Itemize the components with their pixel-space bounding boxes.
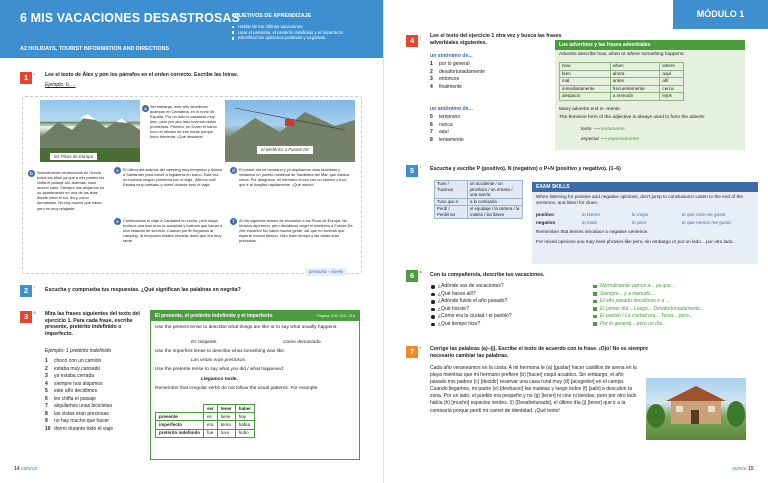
list-item: 6 les chifla el paisaje bbox=[45, 395, 96, 402]
exercise-3-list bbox=[45, 358, 150, 433]
list-item: 6 nunca bbox=[430, 121, 453, 128]
adverbs-title: Los adverbios y las frases adverbiales bbox=[555, 40, 745, 50]
listening-skill-icon: ◖ bbox=[418, 165, 423, 177]
adverb-rule-2: especial ⟶ especialmente bbox=[581, 137, 640, 142]
list-item: 2 estaba muy cansado bbox=[45, 365, 101, 372]
writing-skill-icon: ✎ bbox=[418, 346, 423, 358]
grammar-example: Es relajante. bbox=[191, 340, 218, 345]
exam-negative-word: lo malo bbox=[582, 220, 598, 225]
list-item: 5 este año decidimos bbox=[45, 388, 98, 394]
exercise-2-badge: 2 ◖ bbox=[20, 285, 32, 297]
list-item: ¿Qué hiciste? bbox=[430, 306, 580, 314]
paragraph-letter-b: b bbox=[28, 170, 35, 177]
list-item: 9 no hay mucho que hacer bbox=[45, 418, 110, 424]
reading-skill-icon: ≡ bbox=[32, 72, 37, 84]
exam-positive-word: lo que más me gustó bbox=[682, 212, 726, 217]
list-item: 1 chocó con un camión bbox=[45, 358, 102, 364]
exam-line-3: For mixed opinions you may hear phrases like pero, sin embargo or por un lado... por otro lado. bbox=[536, 239, 734, 244]
reading-skill-icon: ≡ bbox=[418, 35, 423, 47]
objective-item: Usar el presente, el pretérito indefinido y el imperfecto bbox=[232, 30, 377, 36]
adverbs-table: how when where bien ahora aquí mal antes allí inmediatamente frecuentemente cerca despacio a menudo lejos bbox=[559, 62, 684, 101]
adverb-rule-1: lento ⟶ lentamente bbox=[581, 127, 625, 132]
exam-skills-box bbox=[532, 182, 758, 264]
synonym-list bbox=[430, 61, 485, 91]
paragraph-a: Sin embargo, este año decidimos acampar en Cantabria, en el norte de España. Por un lado lo pasamos muy bien, pero por otro lado tuvimos varios problemas. Primero, en Dover el barco tuvo un retraso de tres horas porque hubo tormenta. ¡Qué desastre! bbox=[150, 104, 217, 140]
synonym-heading: un sinónimo de... bbox=[430, 53, 473, 59]
paragraph-letter-e: e bbox=[114, 218, 121, 225]
list-item: 5 temprano bbox=[430, 114, 461, 120]
paragraph-letter-a: a bbox=[142, 105, 149, 112]
exercise-5-instruction: Escucha y escribe P (positivo), N (negativo) o P+N (positivo y negativo). (1–6) bbox=[430, 166, 621, 172]
list-item: 8 las vistas eran preciosas bbox=[45, 410, 109, 417]
list-item: El primer día... Luego... Desafortunadamente... bbox=[592, 306, 752, 314]
antonym-heading: un antónimo de... bbox=[430, 106, 473, 112]
table-row: Perdí / Perdimos el equipaje / la cartera / la maleta / las llaves bbox=[435, 206, 523, 219]
paragraph-letter-c: c bbox=[114, 167, 121, 174]
grammar-example: Las vistas eran preciosas. bbox=[191, 358, 247, 363]
grammar-example: Como demasiado. bbox=[283, 340, 322, 345]
grammar-line-3: Use the preterite tense to say what you did / what happened: bbox=[155, 367, 285, 372]
exam-line-2: Remember that tenses introduce a negative sentence. bbox=[536, 229, 649, 234]
exercise-1-badge: 1 ≡ bbox=[20, 72, 32, 84]
country-house-photo bbox=[646, 378, 746, 440]
paragraph-letter-d: d bbox=[230, 167, 237, 174]
exercise-7-text: Cada año veraneamos en la costa. A mi hermana le (a) [gustar] hacer castillos de arena en la playa mientras que mi hermano prefiere (b) [hacer] esquí acuático. Sin embargo, el año pasado mis padres (c) [decidir] reservar una casa rural muy (d) [acogedor] en el campo. Cuando llegamos, mi padre (e) [deshacer] las maletas y luego todos (f) [salir] a descubrir la zona. Por un lado, el pueblo era pequeño y no (g) [tener] ni cine ni tiendas, pero por otro lado había (h) [mucho] espacios verdes. (i) [Desafortunado], el último día (j) [tener] que ir a la comisaría porque perdí mi carnet de identidad. ¡Qué tonto! bbox=[430, 365, 637, 414]
list-item: 1 por lo general bbox=[430, 61, 470, 67]
exam-skills-title: EXAM SKILLS bbox=[532, 182, 758, 192]
list-item: ¿Adónde vas de vacaciones? bbox=[430, 283, 580, 291]
list-item: Normalmente vamos a... ya que... bbox=[592, 283, 752, 291]
table-row: bien ahora aquí bbox=[560, 70, 684, 78]
exam-line-1: When listening for positive and negative opinions, don't jump to conclusions! Listen to the end of the sentence, and listen for clues: bbox=[536, 194, 744, 205]
objectives-list bbox=[232, 24, 377, 41]
list-item: ¿Adónde fuiste el año pasado? bbox=[430, 298, 580, 306]
exercise-6-badge: 6 ☻ bbox=[406, 270, 418, 282]
footer-left: 14 catorce bbox=[14, 466, 38, 472]
list-item: 7 aquí bbox=[430, 129, 449, 135]
table-row: imperfecto era tenía había bbox=[156, 421, 255, 429]
table-row: pretérito indefinido fue tuvo hubo bbox=[156, 429, 255, 437]
question-list bbox=[430, 283, 580, 328]
list-item: El año pasado decidimos ir a ... bbox=[592, 298, 752, 306]
list-item: ¿Qué tiempo hizo? bbox=[430, 321, 580, 329]
exercise-4-instruction: Lee el texto del ejercicio 1 otra vez y busca las frases adverbiales siguientes. bbox=[430, 33, 562, 46]
grammar-line-1: Use the present tense to describe what things are like or to say what usually happens: bbox=[155, 325, 338, 330]
unit-title: 6 MIS VACACIONES DESASTROSAS bbox=[20, 11, 240, 25]
list-item: ¿Cómo era la ciudad / el pueblo? bbox=[430, 313, 580, 321]
grammar-line-4: Remember that irregular verbs do not follow the usual patterns. For example: bbox=[155, 386, 319, 391]
answer-prompt-list bbox=[592, 283, 752, 328]
list-item: 4 siempre nos alojamos bbox=[45, 380, 103, 387]
exam-negative-label: negativo bbox=[536, 220, 556, 225]
table-row: presente es tiene hay bbox=[156, 413, 255, 421]
picos-de-europa-photo bbox=[40, 100, 140, 162]
adverbs-line-2: Many adverbs end in -mente. bbox=[559, 107, 622, 112]
exam-positive-word: lo bueno bbox=[582, 212, 600, 217]
list-item: Por lo general... pero un día... bbox=[592, 321, 752, 329]
objective-item: Identificar las opiniones positivas y negativas bbox=[232, 35, 377, 41]
list-item: 2 desafortunadamente bbox=[430, 68, 485, 75]
exercise-1-instruction: Lee el texto de Álex y pon los párrafos en el orden correcto. Escribe las letras. bbox=[45, 72, 239, 78]
objective-item: Hablar de tus últimas vacaciones bbox=[232, 24, 377, 30]
unit-subtitle: A2 HOLIDAYS, TOURIST INFORMATION AND DIRECTIONS bbox=[20, 46, 170, 52]
grammar-pages: Página 210, 212, 214 bbox=[316, 313, 355, 318]
adverbs-box bbox=[555, 40, 745, 150]
list-item: ¿Qué haces allí? bbox=[430, 291, 580, 299]
adverbs-line-1: Adverbs describe how, when or where something happens: bbox=[559, 52, 685, 57]
table-row: inmediatamente frecuentemente cerca bbox=[560, 85, 684, 93]
exercise-4-badge: 4 ≡ bbox=[406, 35, 418, 47]
paragraph-e: Continuamos el viaje a Cantabria en coche, pero luego tuvimos una avería en la autopista y tuvimos que llamar a una estación de servicio. Cuando por fin llegamos al camping, la recepción estaba cerrada, dado que era muy tarde. bbox=[123, 218, 223, 244]
antonym-list bbox=[430, 114, 464, 144]
exercise-6-instruction: Con tu compañero/a, describe tus vacaciones. bbox=[430, 272, 545, 278]
gloss-box: preciosa – lovely bbox=[305, 268, 347, 276]
exam-positive-label: positivo bbox=[536, 212, 554, 217]
grammar-skill-icon: G bbox=[32, 311, 37, 323]
module-tab: MÓDULO 1 bbox=[673, 0, 768, 29]
paragraph-letter-f: f bbox=[230, 218, 237, 225]
list-item: El pueblo / La ciudad era... Tenía... pero... bbox=[592, 313, 752, 321]
house-image bbox=[646, 378, 746, 440]
exercise-3-instruction: Mira las frases siguientes del texto del ejercicio 1. Para cada frase, escribe presente, pretérito indefinido o imperfecto. bbox=[45, 311, 140, 337]
exercise-3-badge: 3 G bbox=[20, 311, 32, 323]
exam-negative-word: lo peor bbox=[632, 220, 647, 225]
paragraph-f: Al día siguiente fuimos de excursión a los Picos de Europa. No hicimos alpinismo, pero decidimos coger el teleférico a Fuente Dé. ¡Me encantó! No había mucha gente, así que no tuvimos que esperar mucho tiempo. Hizo buen tiempo y las vistas eran preciosas. bbox=[239, 218, 354, 244]
speaking-skill-icon: ☻ bbox=[418, 270, 423, 282]
irregular-verbs-table: ser tener haber presente es tiene hay imperfecto era tenía había pretérito indefinido fue tuvo hubo bbox=[155, 404, 255, 438]
grammar-line-2: Use the imperfect tense to describe what something was like: bbox=[155, 349, 286, 354]
list-item: 7 alquilamos unas bicicletas bbox=[45, 403, 113, 409]
list-item: Siempre... y a menudo... bbox=[592, 291, 752, 299]
adverbs-line-3: The feminine form of the adjective is always used to form the adverb: bbox=[559, 115, 706, 120]
photo-label: los Picos de Europa bbox=[50, 153, 97, 161]
paragraph-b: Normalmente veraneamos en Grecia todos los años ya que a mis padres les chifla el paisaje allí. Además, hace mucho calor. Siempre nos alojamos en un apartamento en una de las islas donde tomo el sol, leo y como demasiado. No hay mucho que hacer, pero es muy relajante. bbox=[37, 170, 105, 211]
table-row: mal antes allí bbox=[560, 78, 684, 86]
grammar-box bbox=[150, 310, 360, 460]
exercise-3-example: Ejemplo: 1 pretérito indefinido bbox=[45, 348, 112, 354]
grammar-box-header bbox=[151, 311, 359, 321]
grammar-title: El presente, el pretérito indefinido y el imperfecto bbox=[155, 313, 273, 319]
unit-header bbox=[0, 0, 384, 58]
photo-label: el teleférico a Fuente Dé bbox=[257, 146, 313, 154]
objectives-title: OBJETIVOS DE APRENDIZAJE bbox=[232, 13, 312, 19]
exercise-7-badge: 7 ✎ bbox=[406, 346, 418, 358]
footer-right: quince 15 bbox=[732, 466, 754, 472]
list-item: 4 finalmente bbox=[430, 83, 463, 90]
table-row: Tuve / Tuvimos un accidente / un pinchazo / un retraso / una avería bbox=[435, 181, 523, 199]
paragraph-d: El primer día mi hermano y yo alquilamos unas bicicletas y visitamos un pueblo medieval de Santillana del Mar, que estaba cerca. Por desgracia, mi hermano chocó con un camión y tuvo que ir al hospital rápidamente. ¡Qué miedo! bbox=[239, 167, 349, 188]
paragraph-c: El último día salimos del camping muy temprano y fuimos a Santander para volver a Inglaterra en barco. Esta vez no tuvimos ningún problema con el viaje. ¡Menos mal! Estaba muy cansado y dormí durante todo el viaje. bbox=[123, 167, 223, 188]
exam-negative-word: lo que menos me gustó bbox=[682, 220, 731, 225]
exercise-2-instruction: Escucha y comprueba tus respuestas. ¿Qué significan las palabras en negrita? bbox=[45, 287, 241, 293]
exercise-7-instruction: Corrige las palabras (a)–(j). Escribe el texto de acuerdo con la frase. ¡Ojo! No es siempre necesario cambiar las palabras. bbox=[430, 346, 648, 359]
list-item: 3 entonces bbox=[430, 76, 460, 82]
list-item: 3 ya estaba cerrada bbox=[45, 373, 95, 379]
list-item: 8 lentamente bbox=[430, 136, 464, 143]
listening-skill-icon: ◖ bbox=[32, 285, 37, 297]
exercise-1-example: Ejemplo: b, ... bbox=[45, 82, 76, 88]
table-row: despacio a menudo lejos bbox=[560, 93, 684, 101]
exam-positive-word: lo mejor bbox=[632, 212, 649, 217]
table-row: Tuvo que ir a la comisaría bbox=[435, 198, 523, 205]
exercise-5-badge: 5 ◖ bbox=[406, 165, 418, 177]
teleferico-photo bbox=[225, 100, 355, 162]
list-item: 10 dormí durante todo el viaje bbox=[45, 425, 114, 432]
grammar-example: Llegamos tarde. bbox=[201, 377, 238, 382]
tuve-phrases-table bbox=[434, 180, 523, 219]
